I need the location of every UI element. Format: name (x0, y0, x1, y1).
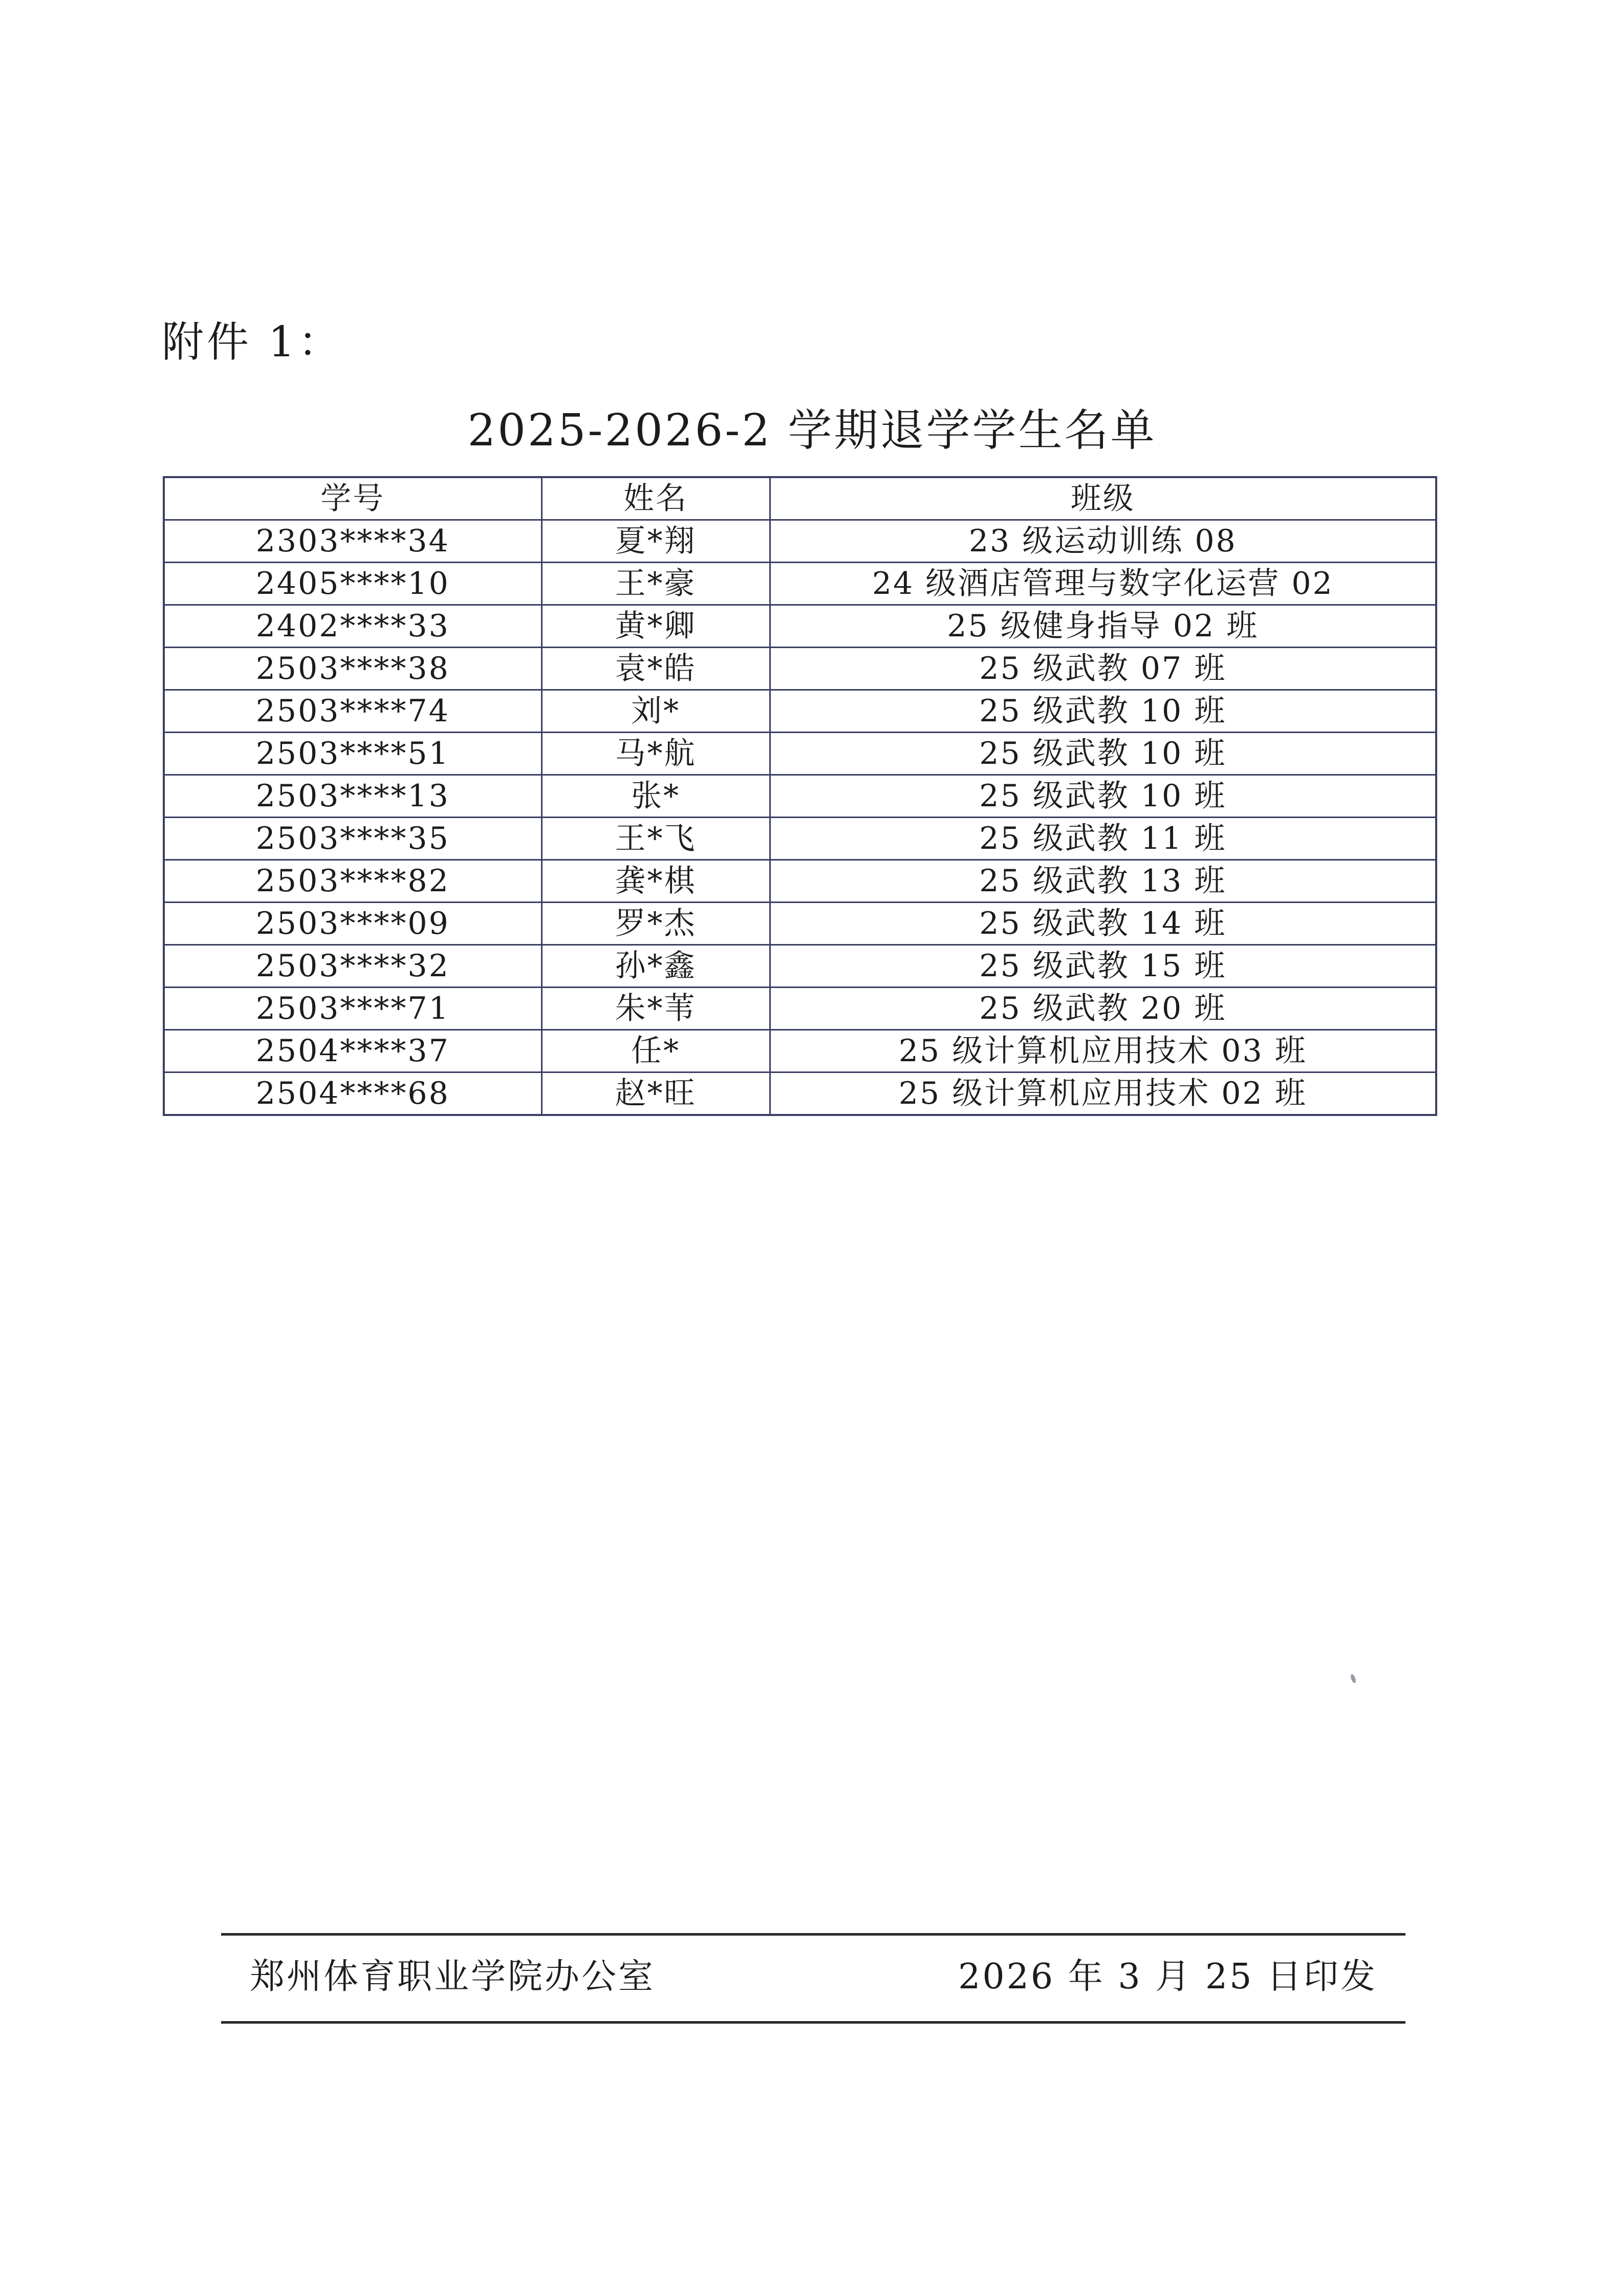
cell-class: 25 级武教 10 班 (770, 733, 1436, 775)
cell-student-name: 黄*卿 (542, 605, 770, 648)
table-row (164, 818, 1436, 860)
cell-student-name: 马*航 (542, 733, 770, 775)
cell-class: 25 级武教 07 班 (770, 648, 1436, 690)
cell-student-name: 任* (542, 1030, 770, 1072)
cell-student-id: 2504****68 (164, 1072, 542, 1115)
cell-class: 25 级计算机应用技术 02 班 (770, 1072, 1436, 1115)
cell-class: 24 级酒店管理与数字化运营 02 (770, 563, 1436, 605)
cell-student-id: 2503****74 (164, 690, 542, 733)
cell-student-id: 2503****32 (164, 945, 542, 988)
table-row (164, 648, 1436, 690)
table-row (164, 775, 1436, 818)
cell-student-name: 夏*翔 (542, 520, 770, 563)
table-row (164, 605, 1436, 648)
table-row (164, 563, 1436, 605)
cell-student-id: 2503****71 (164, 988, 542, 1030)
table-row (164, 903, 1436, 945)
table-row (164, 690, 1436, 733)
footer-date: 2026 年 3 月 25 日印发 (958, 1957, 1377, 1997)
cell-student-name: 王*豪 (542, 563, 770, 605)
cell-student-name: 张* (542, 775, 770, 818)
cell-student-name: 袁*皓 (542, 648, 770, 690)
cell-class: 25 级武教 15 班 (770, 945, 1436, 988)
cell-student-name: 孙*鑫 (542, 945, 770, 988)
cell-class: 25 级健身指导 02 班 (770, 605, 1436, 648)
table-row (164, 945, 1436, 988)
cell-student-id: 2504****37 (164, 1030, 542, 1072)
cell-class: 25 级武教 10 班 (770, 775, 1436, 818)
cell-student-name: 朱*苇 (542, 988, 770, 1030)
cell-student-id: 2503****35 (164, 818, 542, 860)
footer-office: 郑州体育职业学院办公室 (250, 1957, 656, 1997)
table-row (164, 988, 1436, 1030)
header-student-id: 学号 (164, 477, 542, 520)
table-row (164, 520, 1436, 563)
cell-student-name: 罗*杰 (542, 903, 770, 945)
cell-student-id: 2503****09 (164, 903, 542, 945)
cell-class: 25 级武教 13 班 (770, 860, 1436, 903)
cell-class: 25 级武教 14 班 (770, 903, 1436, 945)
footer-bottom-rule (221, 2021, 1405, 2024)
cell-student-id: 2303****34 (164, 520, 542, 563)
cell-student-id: 2402****33 (164, 605, 542, 648)
table-header-row (164, 477, 1436, 520)
cell-student-id: 2503****51 (164, 733, 542, 775)
cell-class: 25 级武教 10 班 (770, 690, 1436, 733)
cell-student-name: 王*飞 (542, 818, 770, 860)
cell-class: 25 级武教 20 班 (770, 988, 1436, 1030)
cell-class: 25 级武教 11 班 (770, 818, 1436, 860)
header-class: 班级 (770, 477, 1436, 520)
cell-class: 25 级计算机应用技术 03 班 (770, 1030, 1436, 1072)
cell-student-id: 2503****13 (164, 775, 542, 818)
cell-student-id: 2405****10 (164, 563, 542, 605)
cell-student-name: 刘* (542, 690, 770, 733)
cell-student-id: 2503****82 (164, 860, 542, 903)
table-row (164, 733, 1436, 775)
table-row (164, 1030, 1436, 1072)
table-row (164, 860, 1436, 903)
cell-student-name: 龚*棋 (542, 860, 770, 903)
withdrawal-student-table (163, 476, 1437, 1116)
cell-student-id: 2503****38 (164, 648, 542, 690)
table-row (164, 1072, 1436, 1115)
document-title: 2025-2026-2 学期退学学生名单 (467, 405, 1157, 456)
cell-class: 23 级运动训练 08 (770, 520, 1436, 563)
cell-student-name: 赵*旺 (542, 1072, 770, 1115)
attachment-label: 附件 1： (162, 318, 343, 367)
scan-speck (1350, 1673, 1357, 1684)
header-student-name: 姓名 (542, 477, 770, 520)
footer-top-rule (221, 1933, 1405, 1936)
